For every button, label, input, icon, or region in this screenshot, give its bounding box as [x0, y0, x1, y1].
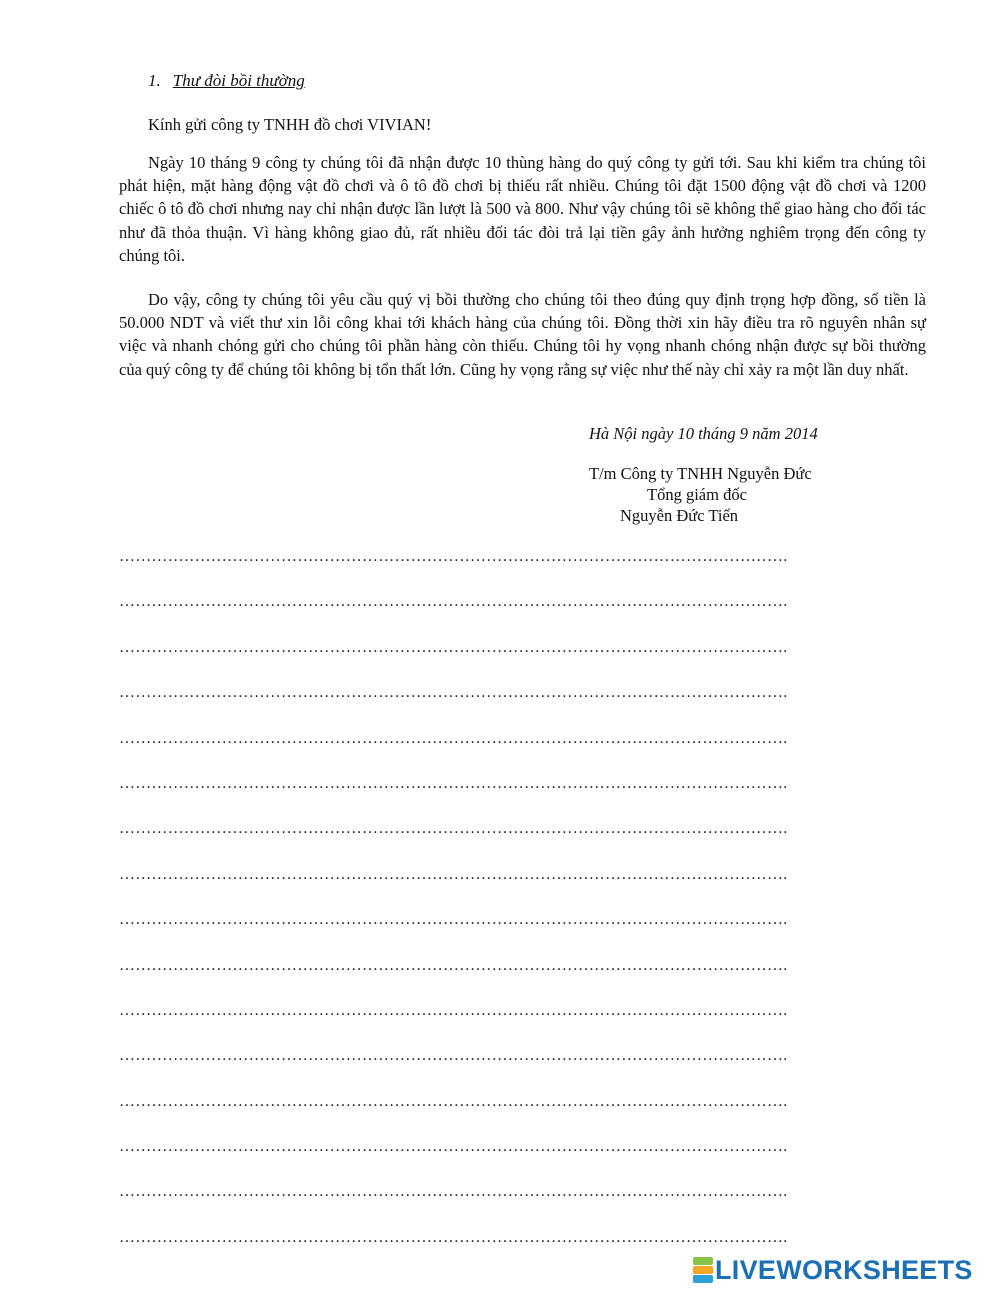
logo-block: [693, 1275, 713, 1283]
answer-line[interactable]: …………………………………………………………………………………………………………….: [119, 865, 788, 883]
letter-date: Hà Nội ngày 10 tháng 9 năm 2014: [589, 424, 818, 443]
answer-line[interactable]: …………………………………………………………………………………………………………….: [119, 1228, 788, 1246]
answer-line[interactable]: …………………………………………………………………………………………………………….: [119, 548, 788, 565]
letter-paragraph-1: Ngày 10 tháng 9 công ty chúng tôi đã nhận được 10 thùng hàng do quý công ty gửi tới. Sau khi kiểm tra chúng tôi phát hiện, mặt hàng động vật đồ chơi và ô tô đồ chơi bị thiếu rất nhiều. Chúng tôi đặt 1500 động vật đồ chơi và 1200 chiếc ô tô đồ chơi nhưng nay chỉ nhận được lần lượt là 500 và 800. Như vậy chúng tôi sẽ không thể giao hàng cho đối tác như đã thỏa thuận. Vì hàng không giao đủ, rất nhiều đối tác đòi trả lại tiền gây ảnh hưởng nghiêm trọng đến công ty chúng tôi.: [119, 153, 926, 265]
brand-text: LIVEWORKSHEETS: [715, 1254, 973, 1285]
logo-block: [693, 1257, 713, 1265]
answer-line[interactable]: …………………………………………………………………………………………………………….: [119, 638, 788, 656]
answer-line[interactable]: …………………………………………………………………………………………………………….: [119, 1092, 788, 1110]
answer-line[interactable]: …………………………………………………………………………………………………………….: [119, 729, 788, 747]
signature-name: Nguyễn Đức Tiến: [620, 506, 739, 525]
answer-line[interactable]: …………………………………………………………………………………………………………….: [119, 684, 788, 702]
letter-paragraph-2: Do vậy, công ty chúng tôi yêu cầu quý vị bồi thường cho chúng tôi theo đúng quy định trọng hợp đồng, số tiền là 50.000 NDT và viết thư xin lỗi công khai tới khách hàng của chúng tôi. Đồng thời xin hãy điều tra rõ nguyên nhân sự việc và nhanh chóng gửi cho chúng tôi phần hàng còn thiếu. Chúng tôi hy vọng nhanh chóng nhận được sự bồi thường của quý công ty để chúng tôi không bị tổn thất lớn. Cũng hy vọng rằng sự việc như thế này chỉ xảy ra một lần duy nhất.: [119, 290, 926, 379]
logo-block: [693, 1266, 713, 1274]
liveworksheets-logo-icon: [693, 1257, 713, 1283]
answer-line[interactable]: …………………………………………………………………………………………………………….: [119, 1138, 788, 1156]
section-heading: [148, 70, 305, 92]
liveworksheets-brand: [693, 1253, 973, 1287]
answer-line[interactable]: …………………………………………………………………………………………………………….: [119, 1183, 788, 1201]
heading-number: 1.: [148, 71, 161, 90]
answer-line[interactable]: …………………………………………………………………………………………………………….: [119, 820, 788, 838]
answer-line[interactable]: …………………………………………………………………………………………………………….: [119, 1047, 788, 1065]
answer-line[interactable]: …………………………………………………………………………………………………………….: [119, 911, 788, 929]
signature-company: T/m Công ty TNHH Nguyễn Đức: [589, 464, 812, 483]
answer-line[interactable]: …………………………………………………………………………………………………………….: [119, 774, 788, 792]
heading-title: Thư đòi bồi thường: [172, 71, 305, 90]
answer-line[interactable]: …………………………………………………………………………………………………………….: [119, 956, 788, 974]
answer-area[interactable]: [119, 546, 928, 1272]
answer-line[interactable]: …………………………………………………………………………………………………………….: [119, 1001, 788, 1019]
answer-line[interactable]: …………………………………………………………………………………………………………….: [119, 593, 788, 611]
signature-role: Tổng giám đốc: [647, 485, 747, 504]
letter-greeting: Kính gửi công ty TNHH đồ chơi VIVIAN!: [148, 115, 432, 134]
